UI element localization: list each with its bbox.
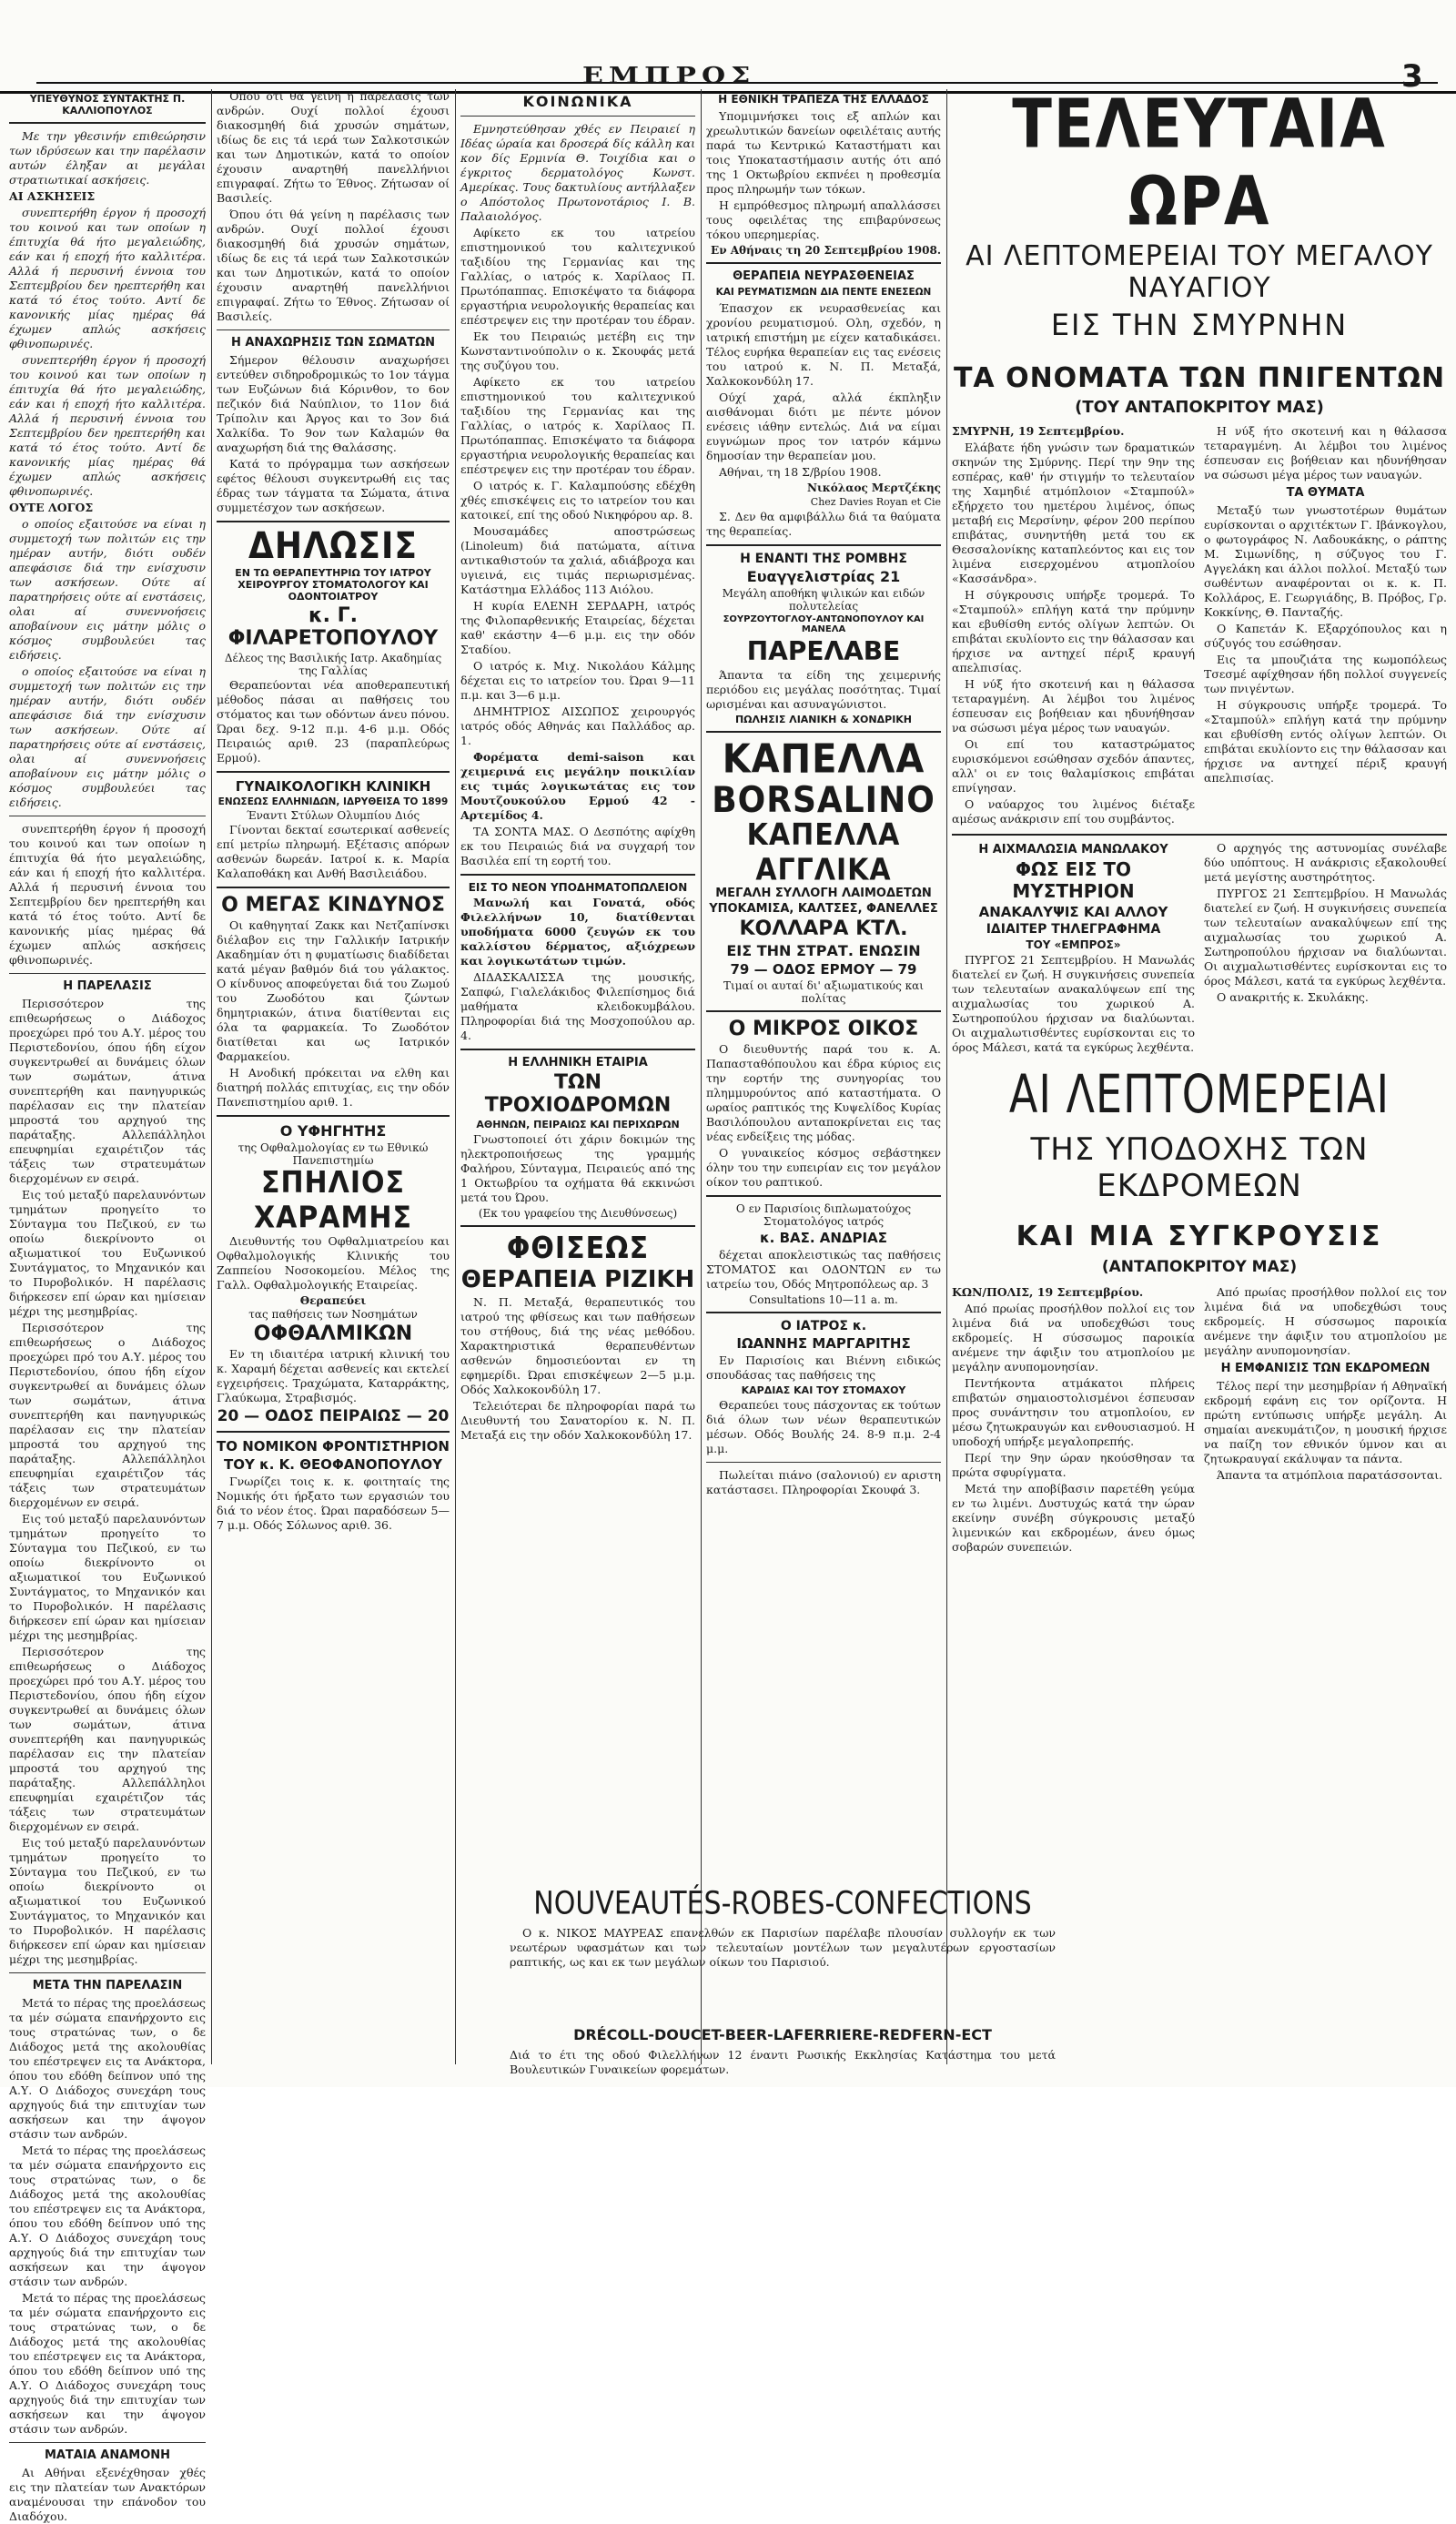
ad-subtitle: ΕΝΩΣΕΩΣ ΕΛΛΗΝΙΔΩΝ, ΙΔΡΥΘΕΙΣΑ ΤΟ 1899 <box>217 796 449 807</box>
ad-houses: DRÉCOLL-DOUCET-BEER-LAFERRIERE-REDFERN-ECT <box>573 2026 992 2043</box>
dateline: ΚΩΝ/ΠΟΛΙΣ, 19 Σεπτεμβρίου. <box>952 1285 1144 1299</box>
article-paragraph: Όπου ότι θά γείνη η παρέλασις των ανδρών. Ουχί πολλοί έχουσι διακοσμηθή διά χρυσών σημάτων, ιδίως δε εις τά ιερά των Σαλκοτσικών και των Δημοτικών, κατά το οποίον έχουσιν αναρτηθή πανελλήνιοι επιγραφαί. Ζήτω το Έθνος. Ζήτωσαν οί Βασιλείς. <box>217 208 450 323</box>
signature-date: Αθήναι, τη 18 Σ/βρίου 1908. <box>719 465 882 479</box>
ad-text: Θεραπεύει <box>299 1294 367 1307</box>
article-paragraph: Ο ναύαρχος του λιμένος διέταξε αμέσως ανάκρισιν επί του συμβάντος. <box>952 797 1195 826</box>
article-paragraph: ο οποίος εξαιτούσε να είναι η συμμετοχή των πολιτών εις την ημέραν αυτήν, διότι ουδέν απεφάσισε διά την ενίσχυσιν των ασκήσεων. Ούτε αί παρατηρήσεις ούτε αί ενστάσεις, ολαι αί συνεννοήσεις αποβαίνουν εις μάτην μόλις ο κόσμος συμβουλεύει τας ειδήσεις. <box>9 517 206 662</box>
ad-text: Άπαντα τα είδη της χειμερινής περιόδου εις μεγάλας ποσότητας. Τιμαί ωρισμέναι και ασυναγώνιστοι. <box>706 668 941 711</box>
article-paragraph: Ο ιατρός κ. Μιχ. Νικολάου Κάλμης δέχεται εις το ιατρείον του. Ώραι 9—11 π.μ. και 3—6 μ.μ. <box>460 659 695 702</box>
article-paragraph: Ο ανακριτής κ. Σκυλάκης. <box>1217 990 1369 1004</box>
ad-text: Θεραπεύονται νέα αποθεραπευτική μέθοδος πάσαι αι παθήσεις του στόματος και των οδόντων άνευ πόνου. Ώραι δεχ. 9-12 π.μ. 4-6 μ.μ. Οδός Πειραιώς αριθ. 23 (παραπλεύρως Ερμού). <box>217 678 450 765</box>
article-paragraph: Σήμερον θέλουσιν αναχωρήσει εντεύθεν σιδηροδρομικώς το 1ον τάγμα των Ευζώνων διά Κόρινθον, το 6ον πεζικόν διά Ναύπλιον, το 11ον διά Τρίπολιν και Άργος και το 3ον διά Χαλκίδα. Το 9ον των Καλαμών θα αναχωρήση διά της Θαλάσσης. <box>217 353 450 454</box>
ad-text: Διευθυντής του Οφθαλμιατρείου και Οφθαλμολογικής Κλινικής του Ζαππείου Νοσοκομείου. Μέλος της Γαλλ. Οφθαλμολογικής Εταιρείας. <box>217 1234 450 1292</box>
ad-title: Η ΕΝΑΝΤΙ ΤΗΣ ΡΟΜΒΗΣ <box>740 552 907 566</box>
headline-byline: (ΑΝΤΑΠΟΚΡΙΤΟΥ ΜΑΣ) <box>1101 1258 1298 1276</box>
ad-text: Εν Παρισίοις και Βιέννη ειδικώς σπουδάσας τας παθήσεις της <box>706 1353 941 1382</box>
headline-secondary: ΤΗΣ ΥΠΟΔΟΧΗΣ ΤΩΝ ΕΚΔΡΟΜΕΩΝ <box>1030 1131 1369 1204</box>
article-subhead: ΟΥΤΕ ΛΟΓΟΣ <box>9 501 94 514</box>
article-paragraph: Ο αρχηγός της αστυνομίας συνέλαβε δύο υπόπτους. Η ανάκρισις εξακολουθεί μετά μεγίστης αυστηρότητος. <box>1204 841 1447 884</box>
article-paragraph: Η νύξ ήτο σκοτεινή και η θάλασσα τεταραγμένη. Αι λέμβοι του λιμένος έσπευσαν εις βοήθειαν και ηδυνήθησαν να σώσωσι μέγα μέρος των ναυαγών. <box>1204 424 1447 481</box>
article-paragraph: Πεντήκοντα ατμάκατοι πλήρεις επιβατών σημαιοστολισμένοι έσπευσαν προς συνάντησιν του ατμοπλοίου, εν μέσω ζητωκραυγών και ενθουσιασμού. Η υποδοχή υπήρξε μεγαλοπρεπής. <box>952 1376 1195 1448</box>
ad-address: 79 — ΟΔΟΣ ΕΡΜΟΥ — 79 <box>730 961 917 978</box>
article-paragraph: Τέλος περί την μεσημβρίαν ή Αθηναϊκή εκδρομή εφάνη εις τον ορίζοντα. Η πρώτη εντύπωσις υπήρξε μεγάλη. Αι σημαίαι ανεκυμάτιζον, η μουσική ήρχισε να παίζη τον εθνικόν ύμνον και αι ζητωκραυγαί εκάλυψαν τα πάντα. <box>1204 1379 1447 1465</box>
story-columns <box>952 424 1447 828</box>
ad-text: ΚΟΛΛΑΡΑ ΚΤΛ. <box>739 917 908 940</box>
ad-title: ΦΘΙΣΕΩΣ <box>506 1231 650 1266</box>
story-column <box>952 841 1195 1057</box>
article-subhead: ΑΙ ΑΣΚΗΣΕΙΣ <box>9 189 96 203</box>
page-number: 3 <box>1401 58 1423 95</box>
ad-name: ΣΟΥΡΖΟΥΤΟΓΛΟΥ-ΑΝΤΩΝΟΠΟΥΛΟΥ ΚΑΙ ΜΑΝΕΛΑ <box>723 614 925 634</box>
ad-body <box>510 1926 1056 1972</box>
story-column <box>952 424 1195 828</box>
story-column <box>1204 841 1447 1057</box>
article-paragraph: Εκ του Πειραιώς μετέβη εις την Κωνσταντινούπολιν ο κ. Σκουφάς μετά της συζύγου του. <box>460 329 695 372</box>
headline-secondary: ΕΙΣ ΤΗΝ ΣΜΥΡΝΗΝ <box>1050 308 1349 342</box>
ad-title: Ο ΜΕΓΑΣ ΚΙΝΔΥΝΟΣ <box>221 894 445 917</box>
ad-text: Γίνονται δεκταί εσωτερικαί ασθενείς επί μετρίω πληρωμή. Εξέτασις απόρων ασθενών δωρεάν. Ιατροί κ. κ. Μαρία Καλαποθάκη και Ανθή Βασιλειάδου. <box>217 823 450 880</box>
column-divider <box>455 89 456 2064</box>
headline-byline: (ΤΟΥ ΑΝΤΑΠΟΚΡΙΤΟΥ ΜΑΣ) <box>1075 398 1324 417</box>
signature: Νικόλαος Μερτζέκης <box>807 481 941 494</box>
ad-title: ΓΥΝΑΙΚΟΛΟΓΙΚΗ ΚΛΙΝΙΚΗ <box>235 778 431 795</box>
column-2 <box>217 89 450 2064</box>
section-title: ΤΑ ΘΥΜΑΤΑ <box>1286 486 1365 500</box>
article-paragraph: Εμνηστεύθησαν χθές εν Πειραιεί η Ιδέας ώραία και δροσερά δίς κάλλη και κον δίς Ερμινία Θ. Τοιχίδια και ο έγκριτος δερματολόγος Κωνστ. Αμερίκας. Τους δακτυλίους αντήλλαξεν ο Απόστολος Πρωτονοτάριος Ι. Β. Παλαιολόγος. <box>460 122 695 223</box>
ad-subtitle: ΤΩΝ ΤΡΟΧΙΟΔΡΟΜΩΝ <box>484 1071 672 1117</box>
article-paragraph: Ούχί χαρά, αλλά έκπληξιν αισθάνομαι διότι με πέντε μόνον ενέσεις ιάθην εντελώς. Διά να είμαι ευγνώμων προς τον ιατρόν κάμνω δημοσίαν την θεραπείαν μου. <box>706 390 941 462</box>
article-paragraph: Μετά την αποβίβασιν παρετέθη γεύμα εν τω λιμένι. Δυστυχώς κατά την ώραν εκείνην συνέβη σύγκρουσις μεταξύ λιμενικών και εκδρομέων, άνευ όμως σοβαρών συνεπειών. <box>952 1482 1195 1554</box>
ad-highlight: ΠΑΡΕΛΑΒΕ <box>746 636 901 666</box>
ad-title: Η ΕΛΛΗΝΙΚΗ ΕΤΑΙΡΙΑ <box>508 1056 648 1069</box>
article-paragraph: Εις τού μεταξύ παρελαυνόντων τμημάτων προηγείτο το Σύνταγμα του Πεζικού, εν τω οποίω διεκρίνοντο οι αξιωματικοί του Ευζωνικού Συντάγματος, το Μηχανικόν και το Πυροβολικόν. Η παρέλασις διήρκεσεν επί ώραν και ημίσειαν μέχρι της μεσημβρίας. <box>9 1512 206 1642</box>
article-paragraph: Η εμπρόθεσμος πληρωμή απαλλάσσει τους οφειλέτας της επιβαρύνσεως τόκου υπερημερίας. <box>706 198 941 241</box>
article-paragraph: συνεπτερήθη έργον ή προσοχή του κοινού και των οποίων η έπιτυχία θά ήτο μεγαλειώδης, εάν και ή εποχή ήτο καλλιτέρα. Αλλά ή περυσινή έννοια του Σεπτεμβρίου δεν ηρεπτερήθη και κατά τό έτος τούτο. Αντί δε κανονικής μίας ημέρας θά έχωμεν απλώς ασκήσεις φθινοπωρινές. <box>9 206 206 350</box>
article-paragraph: Όπου ότι θά γείνη η παρέλασις των ανδρών. Ουχί πολλοί έχουσι διακοσμηθή διά χρυσών σημάτων, ιδίως δε εις τά ιερά των Σαλκοτσικών και των Δημοτικών, κατά το οποίον έχουσιν αναρτηθή πανελλήνιοι επιγραφαί. Ζήτω το Έθνος. Ζήτωσαν οί Βασιλείς. <box>217 89 450 205</box>
article-paragraph: ΠΥΡΓΟΣ 21 Σεπτεμβρίου. Η Μανωλάς διατελεί εν ζωή. Η συγκινήσεις συνεπεία των τελευταίων ανακαλύψεων επί της αιχμαλωσίας του χωρικού Α. Σωτηροπούλου ήρχισαν να διαλύωνται. Οι αιχμαλωτισθέντες ευρίσκονται εις το όρος Μάλεσι, κατά τα εγκύρως λεχθέντα. <box>1204 887 1447 988</box>
article-paragraph: Από πρωίας προσήλθον πολλοί εις τον λιμένα διά να υποδεχθώσι τους εκδρομείς. Η σύσσωμος παροικία ανέμενε την άφιξιν του ατμοπλοίου με μεγάλην ανυπομονησίαν. <box>952 1302 1195 1374</box>
signature-address: Chez Davies Royan et Cie <box>810 496 941 508</box>
article-paragraph: Κατά το πρόγραμμα των ασκήσεων εφέτος θέλουσι συγκεντρωθή εις τας έδρας των τάγματα τα Σώματα, άτινα συμμετέσχον των ασκήσεων. <box>217 457 450 514</box>
column-divider <box>701 89 702 2064</box>
ad-text: Ν. Π. Μεταξά, θεραπευτικός του ιατρού της φθίσεως και των παθήσεων του στήθους, διά της νέας μεθόδου. Χαρακτηριστικά θεραπευθέντων ασθενών δημοσιεύονται εν τη εφημερίδι. Ώραι επισκέψεων 2—5 μ.μ. Οδός Χαλκοκονδύλη 17. <box>460 1295 695 1396</box>
ad-text: Πωλείται πιάνο (σαλονιού) εν αριστη κατάστασει. Πληροφορίαι Σκουφά 3. <box>706 1468 941 1496</box>
ad-text: ΔΙΔΑΣΚΑΛΙΣΣΑ της μουσικής, Σαπφώ, Γιαλελάκιδος Φιλεπίσημος διά μαθήματα κλειδοκυμβάλου. Πληροφορίαι διά της Μοσχοπούλου αρ. 4. <box>460 970 695 1042</box>
masthead-title: ΕΜΠΡΟΣ <box>582 63 756 89</box>
ad-note: Τιμαί οι αυταί δι' αξιωματικούς και πολίτας <box>723 979 924 1005</box>
article-paragraph: Η κυρία ΕΛΕΝΗ ΣΕΡΔΑΡΗ, ιατρός της Φιλοπαρθενικής Εταιρείας, δέχεται καθ' εκάστην 4—6 μ.μ. εις την οδόν Σταδίου. <box>460 599 695 656</box>
column-4 <box>706 89 941 2064</box>
section-subtitle: ΙΔΙΑΙΤΕΡ ΤΗΛΕΓΡΑΦΗΜΑ <box>986 922 1161 937</box>
headline-tertiary: ΚΑΙ ΜΙΑ ΣΥΓΚΡΟΥΣΙΣ <box>1016 1221 1383 1252</box>
article-paragraph: Υπομιμνήσκει τοις εξ απλών και χρεωλυτικών δανείων οφειλέταις αυτής παρά τω Κεντρικώ Καταστήματι και τοις Υποκαταστήμασιν αυτής ότι από της 1 Οκτωβρίου εκπνέει η προθεσμία προς πληρωμήν των τόκων. <box>706 109 941 196</box>
section-title: Η ΕΜΦΑΝΙΣΙΣ ΤΩΝ ΕΚΔΡΟΜΕΩΝ <box>1220 1362 1431 1375</box>
article-paragraph: Φορέματα demi-saison και χειμερινά εις μεγάλην ποικιλίαν εις τιμάς λογικωτάτας εις τον Μουτζουκούλου Ερμού 42 - Αρτεμίδος 4. <box>460 750 695 822</box>
ad-text: Ο κ. ΝΙΚΟΣ ΜΑΥΡΕΑΣ επανελθών εκ Παρισίων παρέλαβε πλουσίαν συλλογήν εκ των νεωτέρων υφασμάτων και των τελευταίων μοντέλων των μεγαλυτέρων εργοστασίων ραπτικής, ως και εκ των μεγάλων οίκων του Παρισιού. <box>510 1926 1056 1969</box>
section-subtitle: ΤΟΥ «ΕΜΠΡΟΣ» <box>1026 938 1121 951</box>
section-title: Η ΠΑΡΕΛΑΣΙΣ <box>63 979 152 993</box>
section-title: ΚΟΙΝΩΝΙΚΑ <box>522 93 633 110</box>
article-paragraph: συνεπτερήθη έργον ή προσοχή του κοινού και των οποίων η έπιτυχία θά ήτο μεγαλειώδης, εάν και ή εποχή ήτο καλλιτέρα. Αλλά ή περυσινή έννοια του Σεπτεμβρίου δεν ηρεπτερήθη και κατά τό έτος τούτο. Αντί δε κανονικής μίας ημέρας θά έχωμεν απλώς ασκήσεις φθινοπωρινές. <box>9 353 206 498</box>
article-paragraph: Αφίκετο εκ του ιατρείου επιστημονικού του καλιτεχνικού ταξιδίου της Γερμανίας και της Γαλλίας, ο ιατρός κ. Χαρίλαος Π. Πρωτόπαππας. Επισκέψατο τα διάφορα εργαστήρια νευρολογικής θεραπείας και επέστρεψεν εις την προτέραν του έδραν. <box>460 375 695 476</box>
column-3 <box>460 89 695 2064</box>
article-paragraph: Περί την 9ην ώραν ηκούσθησαν τα πρώτα σφυρίγματα. <box>952 1451 1195 1479</box>
ad-title: ΕΙΣ ΤΟ ΝΕΟΝ ΥΠΟΔΗΜΑΤΟΠΩΛΕΙΟΝ <box>468 881 688 894</box>
story-column <box>1204 424 1447 828</box>
ad-text: Οι καθηγηταί Ζακκ και Νετζαπίνσκι διέλαβον εις την Γαλλικήν Ιατρικήν Ακαδημίαν ότι η φυματίωσις διαδίδεται κατά μέγαν βαθμόν διά του γάλακτος. Ο κίνδυνος αποφεύγεται διά του Ζωμού του Ζωοδότου και ζώντων δημητριακών, άτινα διατίθενται εις όλα τα φαρμακεία. Το Ζωοδότον διατίθεται και ως Ιατρικόν Φαρμακείου. <box>217 918 450 1063</box>
article-paragraph: ο οποίος εξαιτούσε να είναι η συμμετοχή των πολιτών εις την ημέραν αυτήν, διότι ουδέν απεφάσισε διά την ενίσχυσιν των ασκήσεων. Ούτε αί παρατηρήσεις ούτε αί ενστάσεις, ολαι αί συνεννοήσεις αποβαίνουν εις μάτην μόλις ο κόσμος συμβουλεύει τας ειδήσεις. <box>9 664 206 809</box>
ad-text: Εν τη ιδιαιτέρα ιατρική κλινική του κ. Χαραμή δέχεται ασθενείς και εκτελεί εγχειρήσεις. Τραχώματα, Καταρράκτης, Γλαύκωμα, Στραβισμός. <box>217 1347 450 1404</box>
section-title: ΘΕΡΑΠΕΙΑ ΝΕΥΡΑΣΘΕΝΕΙΑΣ <box>733 269 915 283</box>
ad-subtitle: ΑΘΗΝΩΝ, ΠΕΙΡΑΙΩΣ ΚΑΙ ΠΕΡΙΧΩΡΩΝ <box>476 1119 680 1130</box>
ad-text: ΥΠΟΚΑΜΙΣΑ, ΚΑΛΤΣΕΣ, ΦΑΝΕΛΛΕΣ <box>709 902 938 916</box>
article-paragraph: Περισσότερον της επιθεωρήσεως ο Διάδοχος προεχώρει πρό του Α.Υ. μέρος του Περιστεδονίου, όπου ήδη είχον συγκεντρωθεί αι δυνάμεις όλων των σωμάτων, άτινα συνεπτερήθη και πανηγυρικώς παρέλασαν εις την πλατείαν μπροστά του αρχηγού της παράταξης. Αλλεπάλληλοι επευφημίαι εχαιρέτιζον τάς τάξεις των στρατευμάτων διερχομένων εν σειρά. <box>9 1645 206 1833</box>
ad-address: 20 — ΟΔΟΣ ΠΕΙΡΑΙΩΣ — 20 <box>217 1407 450 1425</box>
article-paragraph: Μετά το πέρας της προελάσεως τα μέν σώματα επανήρχοντο εις τους στρατώνας των, ο δε Διάδοχος μετά της ακολουθίας του επέστρεψεν εις τα Ανάκτορα, όπου του εδόθη δείπνον υπό της Α.Υ. Ο Διάδοχος συνεχάρη τους αρχηγούς διά την επιτυχίαν των ασκήσεων και την άψογον στάσιν των ανδρών. <box>9 2144 206 2288</box>
article-paragraph: Η σύγκρουσις υπήρξε τρομερά. Το «Σταμπούλ» επλήγη κατά την πρύμνην και εβυθίσθη εντός ολίγων λεπτών. Οι επιβάται εκυλίοντο εις την θάλασσαν και ήρχισε να αντηχεί πέριξ κραυγή απελπισίας. <box>952 588 1195 674</box>
ad-hours: Consultations 10—11 a. m. <box>749 1293 898 1306</box>
article-paragraph: Οι επί του καταστρώματος ευρισκόμενοι εσώθησαν σχεδόν άπαντες, αλλ' οι εν τοις θαλαμίσκοις επιβάται επνίγησαν. <box>952 737 1195 795</box>
article-paragraph: Ο ιατρός κ. Γ. Καλαμπούσης εδέχθη χθές επισκέψεις εις το ιατρείον του και κατοικεί, επί της οδού Νικηφόρου αρ. 8. <box>460 479 695 522</box>
article-paragraph: Από πρωίας προσήλθον πολλοί εις τον λιμένα διά να υποδεχθώσι τους εκδρομείς. Η σύσσωμος παροικία ανέμενε την άφιξιν του ατμοπλοίου με μεγάλην ανυπομονησίαν. <box>1204 1285 1447 1357</box>
article-paragraph: Η νύξ ήτο σκοτεινή και η θάλασσα τεταραγμένη. Αι λέμβοι του λιμένος έσπευσαν εις βοήθειαν και ηδυνήθησαν να σώσωσι μέγα μέρος των ναυαγών. <box>952 677 1195 735</box>
ad-name: ΙΩΑΝΝΗΣ ΜΑΡΓΑΡΙΤΗΣ <box>736 1335 911 1352</box>
ad-text: Η Ανοδική πρόκειται να ελθη και διατηρή πολλάς επιτυχίας, εις την οδόν Πανεπιστημίου αριθ. 1. <box>217 1066 450 1109</box>
section-title: Η ΑΙΧΜΑΛΩΣΙΑ ΜΑΝΩΛΑΚΟΥ <box>978 843 1168 857</box>
section-subtitle: ΑΝΑΚΑΛΥΨΙΣ ΚΑΙ ΑΛΛΟΥ <box>978 904 1168 920</box>
story-columns <box>952 1285 1447 1556</box>
article-paragraph: Εις τα μπουζιάτα της κωμοπόλεως Τσεσμέ αφίχθησαν ήδη πολλοί συγγενείς των πνιγέντων. <box>1204 653 1447 695</box>
ad-name: κ. Γ. ΦΙΛΑΡΕΤΟΠΟΥΛΟΥ <box>228 604 439 650</box>
ad-name: κ. ΒΑΣ. ΑΝΔΡΙΑΣ <box>760 1230 887 1246</box>
article-paragraph: Άπαντα τα ατμόπλοια παρατάσσονται. <box>1217 1468 1443 1482</box>
article-intro: Με την γθεσινήν επιθεώρησιν των ιδρύσεων και την παρέλασιν αυτών έληξαν αι μεγάλαι στρατιωτικαί ασκήσεις. <box>9 129 206 187</box>
headline-tertiary: ΤΑ ΟΝΟΜΑΤΑ ΤΩΝ ΠΝΙΓΕΝΤΩΝ <box>953 362 1446 394</box>
ad-text: Ο γυναικείος κόσμος σεβάστηκεν όλην του την ευπειρίαν εις τον μεγάλον οίκον του ραπτικού. <box>706 1146 941 1189</box>
article-paragraph: Εις τού μεταξύ παρελαυνόντων τμημάτων προηγείτο το Σύνταγμα του Πεζικού, εν τω οποίω διεκρίνοντο οι αξιωματικοί του Ευζωνικού Συντάγματος, το Μηχανικόν και το Πυροβολικόν. Η παρέλασις διήρκεσεν επί ώραν και ημίσειαν μέχρι της μεσημβρίας. <box>9 1188 206 1318</box>
story-columns <box>952 841 1447 1057</box>
article-paragraph: Αι Αθήναι εξενέχθησαν χθές εις την πλατείαν των Ανακτόρων αναμένουσαι την επάνοδον του Διαδόχου. <box>9 2466 206 2523</box>
article-paragraph: Ελάβατε ήδη γνώσιν των δραματικών σκηνών της Σμύρνης. Περί την 9ην της εσπέρας, καθ' ήν στιγμήν το τελευταίον της Χαμηδιέ ατμόπλοιον «Σταμπούλ» εξήρχετο του ημετέρου λιμένος, όπως μεταβή εις Μερσίνην, φέρον 200 περίπου επιβάτας, συνηντήθη μετά του εκ Θεσσαλονίκης καταπλεόντος και εις τον λιμένα εισερχομένου ατμοπλοίου «Κασσάνδρα». <box>952 441 1195 585</box>
ad-name: ΣΠΗΛΙΟΣ ΧΑΡΑΜΗΣ <box>253 1165 412 1236</box>
ad-title: ΤΟ ΝΟΜΙΚΟΝ ΦΡΟΝΤΙΣΤΗΡΙΟΝ <box>217 1438 450 1455</box>
article-paragraph: ΔΗΜΗΤΡΙΟΣ ΑΙΣΩΠΟΣ χειρουργός ιατρός οδός Αθηνάς και Παλλάδος αρ. 1. <box>460 704 695 747</box>
column-5 <box>952 86 1447 2064</box>
section-title: Η ΕΘΝΙΚΗ ΤΡΑΠΕΖΑ ΤΗΣ ΕΛΛΑΔΟΣ <box>718 93 929 106</box>
article-paragraph: Αφίκετο εκ του ιατρείου επιστημονικού του καλιτεχνικού ταξιδίου της Γερμανίας και της Γαλλίας, ο ιατρός κ. Χαρίλαος Π. Πρωτόπαππας. Επισκέψατο τα διάφορα εργαστήρια νευρολογικής θεραπείας και επέστρεψεν εις την προτέραν του έδραν. <box>460 226 695 327</box>
article-paragraph: Μετά το πέρας της προελάσεως τα μέν σώματα επανήρχοντο εις τους στρατώνας των, ο δε Διάδοχος μετά της ακολουθίας του επέστρεψεν εις τα Ανάκτορα, όπου του εδόθη δείπνον υπό της Α.Υ. Ο Διάδοχος συνεχάρη τους αρχηγούς διά την επιτυχίαν των ασκήσεων και την άψογον στάσιν των ανδρών. <box>9 2291 206 2436</box>
article-paragraph: ΠΥΡΓΟΣ 21 Σεπτεμβρίου. Η Μανωλάς διατελεί εν ζωή. Η συγκινήσεις συνεπεία των τελευταίων ανακαλύψεων επί της αιχμαλωσίας του χωρικού Α. Σωτηροπούλου ήρχισαν να διαλύωνται. Οι αιχμαλωτισθέντες ευρίσκονται εις το όρος Μάλεσι, κατά τα εγκύρως λεχθέντα. <box>952 953 1195 1054</box>
ad-title: ΚΑΠΕΛΛΑ ΑΓΓΛΙΚΑ <box>746 817 901 888</box>
story-column <box>952 1285 1195 1556</box>
ad-address: Έναντι Στύλων Ολυμπίου Διός <box>246 809 420 822</box>
column-1 <box>9 89 206 2523</box>
ad-title: Ο ΥΦΗΓΗΤΗΣ <box>279 1122 387 1140</box>
ad-subtitle: ΕΝ ΤΩ ΘΕΡΑΠΕΥΤΗΡΙΩ ΤΟΥ ΙΑΤΡΟΥ ΧΕΙΡΟΥΡΓΟΥ ΣΤΟΜΑΤΟΛΟΓΟΥ ΚΑΙ ΟΔΟΝΤΟΙΑΤΡΟΥ <box>235 567 431 603</box>
section-subtitle: ΦΩΣ ΕΙΣ ΤΟ ΜΥΣΤΗΡΙΟΝ <box>1012 858 1135 902</box>
article-paragraph: Μεταξύ των γνωστοτέρων θυμάτων ευρίσκονται ο αρχιτέκτων Γ. Ιβάνκογλου, ο φωτογράφος Ν. Λαδουκάκης, ο ράπτης Μ. Σιμωνίδης, η σύζυγος του Γ. Αγγελάκη και άλλοι πολλοί. Μεταξύ των σωθέντων αναφέρονται οι κ. κ. Π. Κολλάρος, Ε. Γεωργιάδης, Β. Πρόβος, Γρ. Κοκκίνης, Θ. Πανταζής. <box>1204 503 1447 619</box>
ad-title: NOUVEAUTÉS-ROBES-CONFECTIONS <box>533 1885 1032 1922</box>
ad-text: Γνωρίζει τοις κ. κ. φοιτηταίς της Νομικής ότι ήρξατο των εργασιών του διά το νέον έτος. Ώραι παραδόσεων 5—7 μ.μ. Οδός Σόλωνος αριθ. 36. <box>217 1475 450 1532</box>
article-paragraph: Εις τού μεταξύ παρελαυνόντων τμημάτων προηγείτο το Σύνταγμα του Πεζικού, εν τω οποίω διεκρίνοντο οι αξιωματικοί του Ευζωνικού Συντάγματος, το Μηχανικόν και το Πυροβολικόν. Η παρέλασις διήρκεσεν επί ώραν και ημίσειαν μέχρι της μεσημβρίας. <box>9 1836 206 1966</box>
column-divider <box>946 89 947 2064</box>
article-paragraph: Περισσότερον της επιθεωρήσεως ο Διάδοχος προεχώρει πρό του Α.Υ. μέρος του Περιστεδονίου, όπου ήδη είχον συγκεντρωθεί αι δυνάμεις όλων των σωμάτων, άτινα συνεπτερήθη και πανηγυρικώς παρέλασαν εις την πλατείαν μπροστά του αρχηγού της παράταξης. Αλλεπάλληλοι επευφημίαι εχαιρέτιζον τάς τάξεις των στρατευμάτων διερχομένων εν σειρά. <box>9 997 206 1185</box>
ad-title: Ο εν Παρισίοις διπλωματούχος Στοματολόγος ιατρός <box>735 1202 912 1228</box>
section-subtitle: ΚΑΙ ΡΕΥΜΑΤΙΣΜΩΝ ΔΙΑ ΠΕΝΤΕ ΕΝΕΣΕΩΝ <box>715 287 932 298</box>
ad-address: Δέλεος της Βασιλικής Ιατρ. Ακαδημίας της Γαλλίας <box>224 652 442 677</box>
ad-brand: BORSALINO <box>712 779 935 822</box>
article-paragraph: Η σύγκρουσις υπήρξε τρομερά. Το «Σταμπούλ» επλήγη κατά την πρύμνην και εβυθίσθη εντός ολίγων λεπτών. Οι επιβάται εκυλίοντο εις την θάλασσαν και ήρχισε να αντηχεί πέριξ κραυγή απελπισίας. <box>1204 698 1447 785</box>
article-paragraph: Μουσαμάδες αποστρώσεως (Linoleum) διά πατώματα, αίτινα αντικαθιστούν τα χαλιά, αδιάβροχα και υγιεινά, εις τιμάς περιωρισμένας. Κατάστημα Ελλάδος 113 Αιόλου. <box>460 524 695 596</box>
headline-secondary: ΑΙ ΛΕΠΤΟΜΕΡΕΙΑΙ ΤΟΥ ΜΕΓΑΛΟΥ ΝΑΥΑΓΙΟΥ <box>966 240 1433 304</box>
ad-title: ΚΑΠΕΛΛΑ <box>722 735 925 783</box>
ad-text: Γνωστοποιεί ότι χάριν δοκιμών της ηλεκτροποιήσεως της γραμμής Φαλήρου, Σύνταγμα, Πειραιεύς από της 1 Οκτωβρίου τα οχήματα θά εκκινώσι μετά του Ώρου. <box>460 1132 695 1204</box>
article-paragraph: ΤΑ ΣΟΝΤΑ ΜΑΣ. Ο Δεσπότης αφίχθη εκ του Πειραιώς διά να συγχαρή τον Βασιλέα επί τη εορτή του. <box>460 825 695 867</box>
article-paragraph: Περισσότερον της επιθεωρήσεως ο Διάδοχος προεχώρει πρό του Α.Υ. μέρος του Περιστεδονίου, όπου ήδη είχον συγκεντρωθεί αι δυνάμεις όλων των σωμάτων, άτινα συνεπτερήθη και πανηγυρικώς παρέλασαν εις την πλατείαν μπροστά του αρχηγού της παράταξης. Αλλεπάλληλοι επευφημίαι εχαιρέτιζον τάς τάξεις των στρατευμάτων διερχομένων εν σειρά. <box>9 1321 206 1509</box>
headline-main: ΑΙ ΛΕΠΤΟΜΕΡΕΙΑΙ <box>1008 1063 1390 1125</box>
ad-title: Ο ΜΙΚΡΟΣ ΟΙΚΟΣ <box>728 1018 919 1040</box>
article-paragraph: συνεπτερήθη έργον ή προσοχή του κοινού και των οποίων η έπιτυχία θά ήτο μεγαλειώδης, εάν και ή εποχή ήτο καλλιτέρα. Αλλά ή περυσινή έννοια του Σεπτεμβρίου δεν ηρεπτερήθη και κατά τό έτος τούτο. Αντί δε κανονικής μίας ημέρας θά έχωμεν απλώς ασκήσεις φθινοπωρινές. <box>9 822 206 967</box>
ad-text: Θεραπεύει τους πάσχοντας εκ τούτων διά όλων των νέων θεραπευτικών μέσων. Οδός Βουλής 24. 8-9 π.μ. 2-4 μ.μ. <box>706 1398 941 1455</box>
ad-text: Ο διευθυντής παρά του κ. Α. Παπασταθόπουλου και έδρα κύριος εις την εορτήν της συνηγορίας του πλημμυρούντος από καταστήματα. Ο ωραίος ραπτικός της Κυψελίδος Κυρίας Βασιλόπουλου ανταποκρίνεται εις τας νέας ενδείξεις της μόδας. <box>706 1042 941 1143</box>
editor-header: ΥΠΕΥΘΥΝΟΣ ΣΥΝΤΑΚΤΗΣ Π. ΚΑΛΛΙΟΠΟΥΛΟΣ <box>29 93 186 117</box>
ad-text: Μανωλή και Γονατά, οδός Φιλελλήνων 10, διατίθενται υποδήματα 6000 ζευγών εκ του καλλίστου δέρματος, αξιόχρεων και λογικωτάτων τιμών. <box>460 896 695 968</box>
story-column <box>1204 1285 1447 1556</box>
dateline: ΣΜΥΡΝΗ, 19 Σεπτεμβρίου. <box>952 424 1125 438</box>
ad-text: ΜΕΓΑΛΗ ΣΥΛΛΟΓΗ ΛΑΙΜΟΔΕΤΩΝ <box>715 887 932 900</box>
ad-subtitle: ΘΕΡΑΠΕΙΑ ΡΙΖΙΚΗ <box>460 1266 695 1293</box>
article-paragraph: Μετά το πέρας της προελάσεως τα μέν σώματα επανήρχοντο εις τους στρατώνας των, ο δε Διάδοχος μετά της ακολουθίας του επέστρεψεν εις τα Ανάκτορα, όπου του εδόθη δείπνον υπό της Α.Υ. Ο Διάδοχος συνεχάρη τους αρχηγούς διά την επιτυχίαν των ασκήσεων και την άψογον στάσιν των ανδρών. <box>9 1996 206 2141</box>
article-paragraph: Ο Καπετάν Κ. Εξαρχόπουλος και η σύζυγός του εσώθησαν. <box>1204 622 1447 650</box>
section-title: ΜΕΤΑ ΤΗΝ ΠΑΡΕΛΑΣΙΝ <box>32 1979 183 1992</box>
signature: Εν Αθήναις τη 20 Σεπτεμβρίου 1908. <box>711 244 941 257</box>
masthead <box>0 0 1456 94</box>
article-paragraph: Έπασχον εκ νευρασθενείας και χρονίου ρευματισμού. Ολη, σχεδόν, η ιατρική επιστήμη με είχεν καταδικάσει. Τέλος ευρήκα θεραπείαν εις τας ενέσεις του ιατρού κ. Ν. Π. Μεταξά, Χαλκοκονδύλη 17. <box>706 301 941 388</box>
ad-text: δέχεται αποκλειστικώς τας παθήσεις ΣΤΟΜΑΤΟΣ και ΟΔΟΝΤΩΝ εν τω ιατρείω του, Οδός Μητροπόλεως αρ. 3 <box>706 1248 941 1291</box>
ad-text: Μεγάλη αποθήκη ψιλικών και ειδών πολυτελείας <box>722 587 925 613</box>
ad-text: ΕΙΣ ΤΗΝ ΣΤΡΑΤ. ΕΝΩΣΙΝ <box>726 942 921 959</box>
ad-subtitle: Ευαγγελιστρίας 21 <box>746 568 901 585</box>
ad-text: Διά το έτι της οδού Φιλελλήνων 12 έναντι Ρωσικής Εκκλησίας Κατάστημα του μετά Βουλευτικών Γυναικείων φορεμάτων. <box>510 2048 1056 2076</box>
ad-footer: ΠΩΛΗΣΙΣ ΛΙΑΝΙΚΗ & ΧΟΝΔΡΙΚΗ <box>734 714 913 725</box>
column-divider <box>211 89 212 2064</box>
ad-subtitle: της Οφθαλμολογίας εν τω Εθνικώ Πανεπιστημίω <box>238 1141 429 1167</box>
ad-highlight: ΟΦΘΑΛΜΙΚΩΝ <box>253 1323 413 1345</box>
ad-text: τας παθήσεις των Νοσημάτων <box>248 1308 418 1321</box>
ad-signature: (Εκ του γραφείου της Διευθύνσεως) <box>478 1207 678 1220</box>
ad-title: ΔΗΛΩΣΙΣ <box>248 525 419 568</box>
section-title: ΜΑΤΑΙΑ ΑΝΑΜΟΝΗ <box>44 2448 171 2462</box>
section-title: Η ΑΝΑΧΩΡΗΣΙΣ ΤΩΝ ΣΩΜΑΤΩΝ <box>230 336 436 350</box>
article-paragraph: Σ. Δεν θα αμφιβάλλω διά τα θαύματα της θεραπείας. <box>706 510 941 538</box>
ad-title: Ο ΙΑΤΡΟΣ κ. <box>780 1319 867 1333</box>
ad-subtitle: ΚΑΡΔΙΑΣ ΚΑΙ ΤΟΥ ΣΤΟΜΑΧΟΥ <box>741 1384 906 1396</box>
headline-main: ΤΕΛΕΥΤΑΙΑ ΩΡΑ <box>1012 86 1387 242</box>
ad-text: Τελειότεραι δε πληροφορίαι παρά τω Διευθυντή του Σανατορίου κ. Ν. Π. Μεταξά εις την οδόν Χαλκοκονδύλη 17. <box>460 1399 695 1442</box>
ad-subtitle: ΤΟΥ κ. Κ. ΘΕΟΦΑΝΟΠΟΥΛΟΥ <box>224 1456 442 1473</box>
